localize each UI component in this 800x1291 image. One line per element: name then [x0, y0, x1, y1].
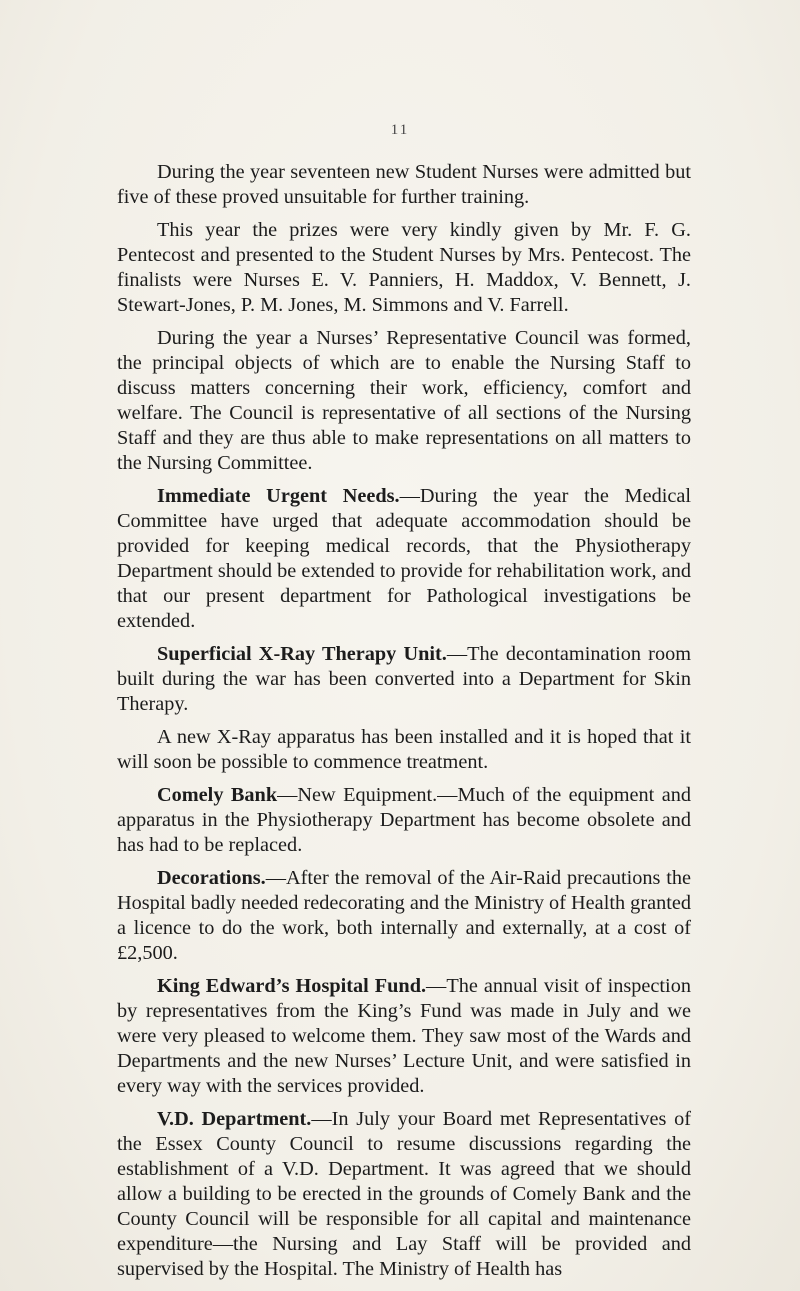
- body-text: [117, 160, 691, 1286]
- paragraph-text: During the year seventeen new Student Nurses were admitted but five of these proved unsuitable for further training.: [117, 161, 691, 208]
- paragraph-decorations: [117, 866, 691, 966]
- paragraph-new-equipment: [117, 783, 691, 858]
- paragraph-xray-apparatus: [117, 725, 691, 775]
- section-heading: V.D. Department.: [157, 1108, 312, 1130]
- paragraph-urgent-needs: [117, 484, 691, 634]
- paragraph-text: A new X-Ray apparatus has been installed and it is hoped that it will soon be possible to commence treatment.: [117, 726, 691, 773]
- paragraph-student-nurses: [117, 160, 691, 210]
- paragraph-text: During the year a Nurses’ Representative Council was formed, the principal objects of which are to enable the Nursing Staff to discuss matters concerning their work, efficiency, comfort and welfare. The Council is representative of all sections of the Nursing Staff and they are thus able to make representations on all matters to the Nursing Committee.: [117, 327, 691, 474]
- paragraph-prizes: [117, 218, 691, 318]
- paragraph-text: —The annual visit of inspection by representatives from the King’s Fund was made in July and we were very pleased to welcome them. They saw most of the Wards and Departments and the new Nurses’ Lecture Unit, and were satisfied in every way with the services provided.: [117, 975, 691, 1097]
- paragraph-representative-council: [117, 326, 691, 476]
- section-heading: King Edward’s Hospital Fund.: [157, 975, 427, 997]
- paragraph-text: —During the year the Medical Committee have urged that adequate accommodation should be provided for keeping medical records, that the Physiotherapy Department should be extended to provide for rehabilitation work, and that our present department for Pathological investigations be extended.: [117, 485, 691, 632]
- paragraph-text: —After the removal of the Air-Raid precautions the Hospital badly needed redecorating and the Ministry of Health granted a licence to do the work, both internally and externally, at a cost of £2,500.: [117, 867, 691, 964]
- paragraph-text: —The decontamination room built during the war has been converted into a Department for Skin Therapy.: [117, 643, 691, 715]
- paragraph-xray-therapy: [117, 642, 691, 717]
- paragraph-text: —In July your Board met Representatives of the Essex County Council to resume discussions regarding the establishment of a V.D. Department. It was agreed that we should allow a building to be erected in the grounds of Comely Bank and the County Council will be responsible for all capital and maintenance expenditure—the Nursing and Lay Staff will be provided and supervised by the Hospital. The Ministry of Health has: [117, 1108, 692, 1280]
- page-number: 11: [390, 122, 410, 138]
- paragraph-kings-fund: [117, 974, 691, 1099]
- section-heading: Decorations.: [157, 867, 266, 889]
- section-heading: Superficial X-Ray Therapy Unit.: [157, 643, 447, 665]
- section-heading: Immediate Urgent Needs.: [157, 485, 400, 507]
- section-heading: Comely Bank: [157, 784, 278, 806]
- paragraph-vd-department: [117, 1107, 691, 1282]
- paragraph-text: —New Equipment.—Much of the equipment and apparatus in the Physiotherapy Department has become obsolete and has had to be replaced.: [117, 784, 691, 856]
- paragraph-text: This year the prizes were very kindly given by Mr. F. G. Pentecost and presented to the Student Nurses by Mrs. Pentecost. The finalists were Nurses E. V. Panniers, H. Maddox, V. Bennett, J. Stewart-Jones, P. M. Jones, M. Simmons and V. Farrell.: [117, 219, 691, 316]
